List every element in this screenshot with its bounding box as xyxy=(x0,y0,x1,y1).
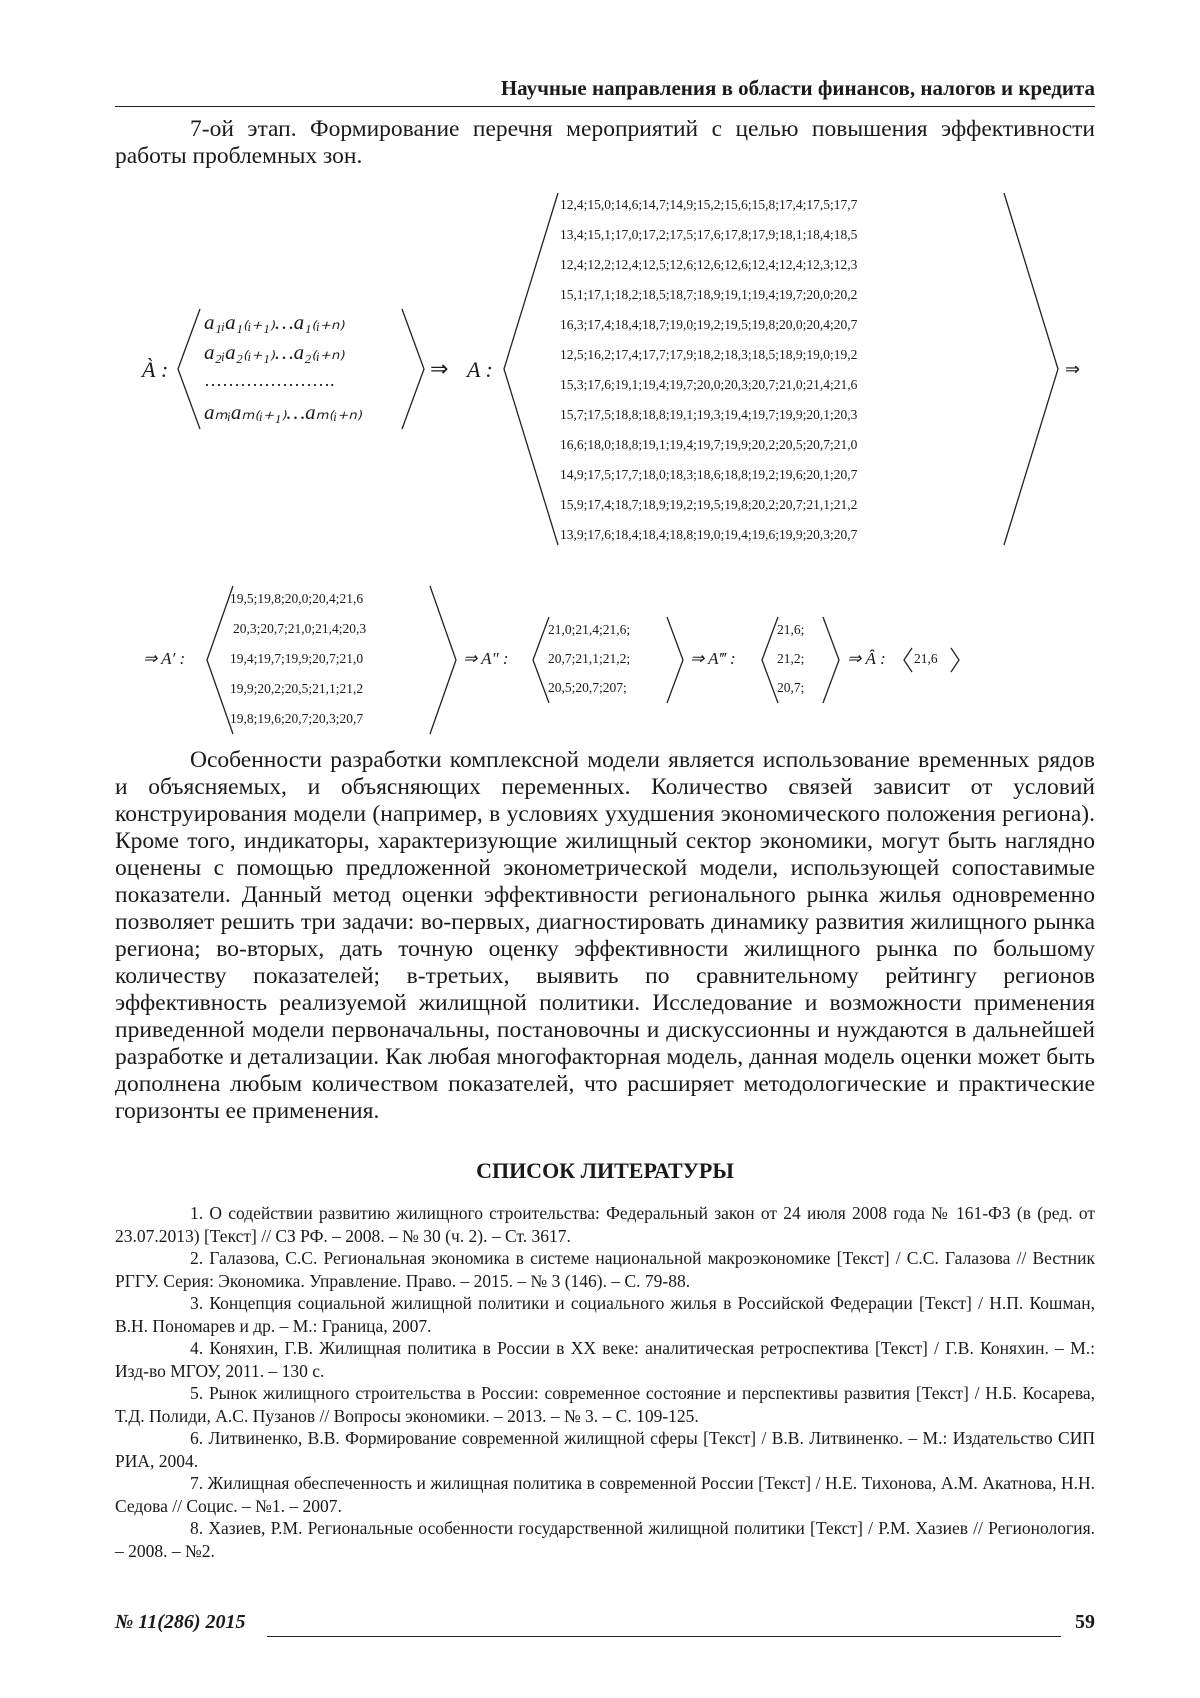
references-list xyxy=(115,1202,1095,1562)
matrix-a2-row: 20,5;20,7;207; xyxy=(548,680,627,695)
body-paragraph: Особенности разработки комплексной модели является использование временных рядов и объясняемых, и объясняющих переменных. Количество связей зависит от условий конструирования модели (например, в условиях ухудшения экономического положения региона). Кроме того, индикаторы, характеризующие жилищный сектор экономики, могут быть наглядно оценены с помощью предложенной эконометрической модели, использующей сопоставимые показатели. Данный метод оценки эффективности регионального рынка жилья одновременно позволяет решить три задачи: во-первых, диагностировать динамику развития жилищного рынка региона; во-вторых, дать точную оценку эффективности жилищного рынка по большому количеству показателей; в-третьих, выявить по сравнительному рейтингу регионов эффективность реализуемой жилищной политики. Исследование и возможности применения приведенной модели первоначальны, постановочны и дискуссионны и нуждаются в дальнейшей разработке и детализации. Как любая многофакторная модель, данная модель оценки может быть дополнена любым количеством показателей, что расширяет методологические и практические горизонты ее применения. xyxy=(115,747,1095,1124)
page-number: 59 xyxy=(1075,1611,1095,1633)
matrix-a2-row: 20,7;21,1;21,2; xyxy=(548,651,631,666)
page-footer xyxy=(115,1611,1095,1641)
formula-a1-label: ⇒ A′ : xyxy=(143,649,186,668)
footer-issue: № 11(286) 2015 xyxy=(115,1611,246,1633)
implies-symbol: ⇒ xyxy=(1065,359,1081,379)
matrix-row: 13,9;17,6;18,4;18,4;18,8;19,0;19,4;19,6;19,9;20,3;20,7 xyxy=(560,527,858,542)
bracket-big-left xyxy=(504,193,558,545)
reference-item: 6. Литвиненко, В.В. Формирование современной жилищной сферы [Текст] / В.В. Литвиненко. – М.: Издательство СИП РИА, 2004. xyxy=(115,1428,1095,1471)
formula-a-label: À : xyxy=(142,357,169,382)
reference-item: 5. Рынок жилищного строительства в России: современное состояние и перспективы развития [Текст] / Н.Б. Косарева, Т.Д. Полиди, А.С. Пузанов // Вопросы экономики. – 2013. – № 3. – С. 109-125. xyxy=(115,1383,1095,1426)
formula-a3-label: ⇒ A‴ : xyxy=(690,649,736,668)
formula-a2-label: ⇒ A″ : xyxy=(463,649,509,668)
matrix-row: 15,3;17,6;19,1;19,4;19,7;20,0;20,3;20,7;21,0;21,4;21,6 xyxy=(560,377,858,392)
matrix-row: 16,3;17,4;18,4;18,7;19,0;19,2;19,5;19,8;20,0;20,4;20,7 xyxy=(560,317,858,332)
matrix-a1-row: 20,3;20,7;21,0;21,4;20,3 xyxy=(233,621,367,636)
reference-item: 3. Концепция социальной жилищной политики и социального жилья в Российской Федерации [Текст] / Н.П. Кошман, В.Н. Пономарев и др. – М.: Граница, 2007. xyxy=(115,1293,1095,1336)
footer-rule xyxy=(267,1636,1061,1637)
bracket-big-right xyxy=(1004,193,1058,545)
matrix-row: 15,9;17,4;18,7;18,9;19,2;19,5;19,8;20,2;20,7;21,1;21,2 xyxy=(560,497,858,512)
matrix-row: 16,6;18,0;18,8;19,1;19,4;19,7;19,9;20,2;20,5;20,7;21,0 xyxy=(560,437,858,452)
reference-item: 7. Жилищная обеспеченность и жилищная политика в современной России [Текст] / Н.Е. Тихонова, А.М. Акатнова, Н.Н. Седова // Социс. – №1. – 2007. xyxy=(115,1473,1095,1516)
reference-item: 1. О содействии развитию жилищного строительства: Федеральный закон от 24 июля 2008 года № 161-ФЗ (в (ред. от 23.07.2013) [Текст] // СЗ РФ. – 2008. – № 30 (ч. 2). – Ст. 3617. xyxy=(115,1203,1095,1246)
reference-item: 8. Хазиев, Р.М. Региональные особенности государственной жилищной политики [Текст] / Р.М. Хазиев // Регионология. – 2008. – №2. xyxy=(115,1518,1095,1561)
matrix-a3-row: 21,2; xyxy=(777,651,805,666)
reference-item: 2. Галазова, С.С. Региональная экономика в системе национальной макроэкономике [Текст] / С.С. Галазова // Вестник РГГУ. Серия: Экономика. Управление. Право. – 2015. – № 3 (146). – С. 79-88. xyxy=(115,1248,1095,1291)
matrix-a1-row: 19,8;19,6;20,7;20,3;20,7 xyxy=(230,711,364,726)
bracket-a-right xyxy=(402,309,424,429)
bracket-a-left xyxy=(178,309,200,429)
matrix-a3-row: 20,7; xyxy=(777,680,805,695)
bracket-final-left xyxy=(904,648,912,672)
implies-symbol: ⇒ xyxy=(430,356,449,381)
matrix-row: 12,4;15,0;14,6;14,7;14,9;15,2;15,6;15,8;17,4;17,5;17,7 xyxy=(560,197,858,212)
matrix-row: 13,4;15,1;17,0;17,2;17,5;17,6;17,8;17,9;18,1;18,4;18,5 xyxy=(560,227,858,242)
bracket-a3-left xyxy=(762,617,778,703)
matrix-row: 12,4;12,2;12,4;12,5;12,6;12,6;12,6;12,4;12,4;12,3;12,3 xyxy=(560,257,858,272)
formula-a-row: …………………. xyxy=(204,370,335,390)
bracket-a2-right xyxy=(667,617,683,703)
step-7-paragraph: 7-ой этап. Формирование перечня мероприятий с целью повышения эффективности работы проблемных зон. xyxy=(115,116,1095,169)
matrix-a2-row: 21,0;21,4;21,6; xyxy=(548,622,631,637)
formula-big-label: A : xyxy=(467,357,493,382)
bracket-a1-right xyxy=(430,586,456,734)
reference-item: 4. Коняхин, Г.В. Жилищная политика в России в XX веке: аналитическая ретроспектива [Текст] / Г.В. Коняхин. – М.: Изд-во МГОУ, 2011. – 130 с. xyxy=(115,1338,1095,1381)
matrix-row: 15,1;17,1;18,2;18,5;18,7;18,9;19,1;19,4;19,7;20,0;20,2 xyxy=(560,287,858,302)
formula-a-row: a₁ᵢa₁₍ᵢ₊₁₎…a₁₍ᵢ₊ₙ₎ xyxy=(204,310,345,334)
matrix-row: 15,7;17,5;18,8;18,8;19,1;19,3;19,4;19,7;19,9;20,1;20,3 xyxy=(560,407,858,422)
running-header-title: Научные направления в области финансов, налогов и кредита xyxy=(500,76,1095,100)
formula-a-row: a₂ᵢa₂₍ᵢ₊₁₎…a₂₍ᵢ₊ₙ₎ xyxy=(204,340,345,364)
formula-final-value: 21,6 xyxy=(914,651,938,666)
formula-final-label: ⇒ Â : xyxy=(847,649,886,668)
matrix-row: 12,5;16,2;17,4;17,7;17,9;18,2;18,3;18,5;18,9;19,0;19,2 xyxy=(560,347,858,362)
matrix-a3-row: 21,6; xyxy=(777,622,805,637)
matrix-a1-row: 19,9;20,2;20,5;21,1;21,2 xyxy=(230,681,364,696)
matrix-row: 14,9;17,5;17,7;18,0;18,3;18,6;18,8;19,2;19,6;20,1;20,7 xyxy=(560,467,858,482)
matrix-a1-row: 19,4;19,7;19,9;20,7;21,0 xyxy=(230,651,364,666)
formula-a-row: aₘᵢaₘ₍ᵢ₊₁₎…aₘ₍ᵢ₊ₙ₎ xyxy=(204,400,362,424)
bracket-a2-left xyxy=(533,617,549,703)
references-title: СПИСОК ЛИТЕРАТУРЫ xyxy=(476,1158,734,1183)
matrix-a1-row: 19,5;19,8;20,0;20,4;21,6 xyxy=(230,591,364,606)
bracket-a3-right xyxy=(823,617,839,703)
bracket-final-right xyxy=(951,648,959,672)
